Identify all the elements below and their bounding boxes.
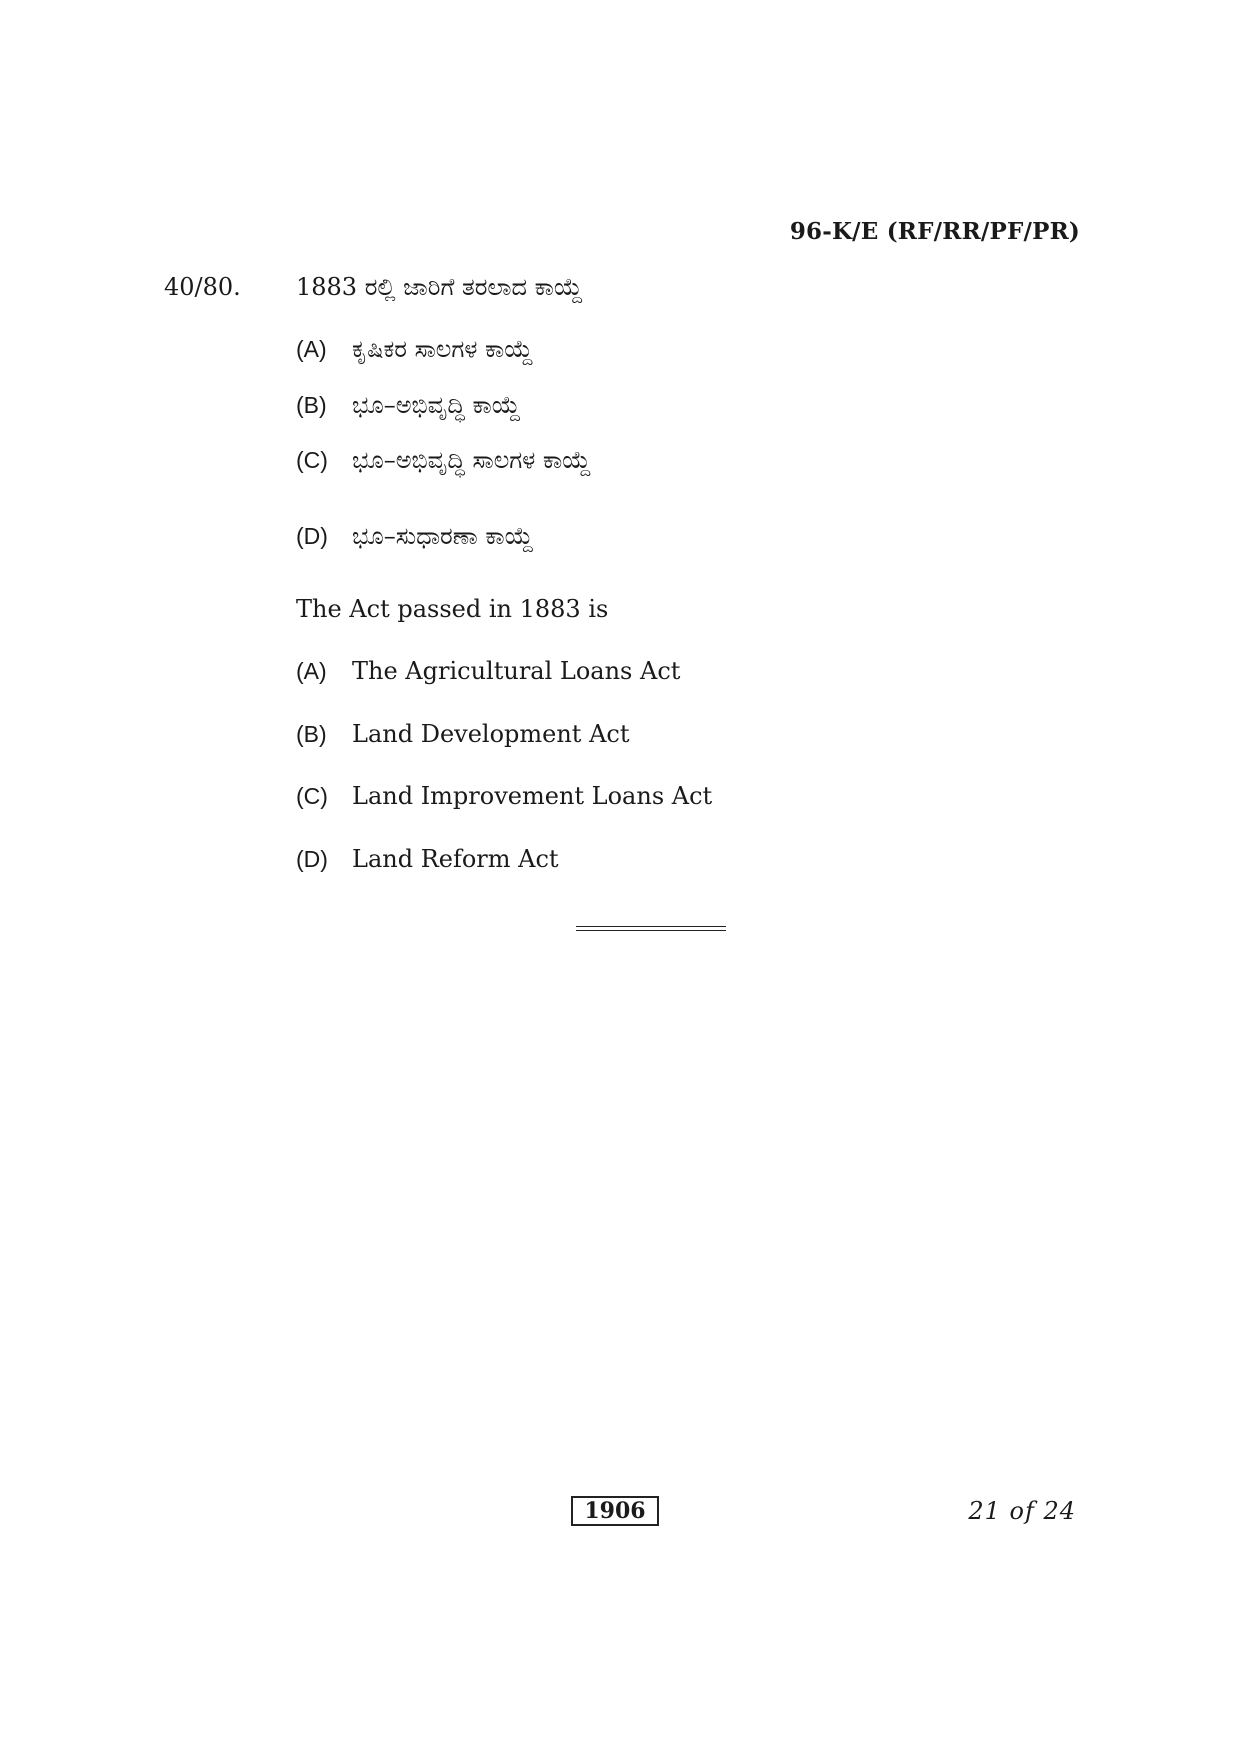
kannada-option-b <box>296 391 521 419</box>
option-label: (D) <box>296 846 328 872</box>
english-option-b <box>296 720 630 748</box>
option-label: (A) <box>296 658 327 684</box>
option-text: ಕೃಷಿಕರ ಸಾಲಗಳ ಕಾಯ್ದೆ <box>352 335 534 363</box>
question-stem-kannada: 1883 ರಲ್ಲಿ ಜಾರಿಗೆ ತರಲಾದ ಕಾಯ್ದೆ <box>296 273 583 301</box>
question-number: 40/80. <box>164 273 241 301</box>
page-number: 21 of 24 <box>968 1497 1076 1525</box>
option-label: (C) <box>296 783 328 809</box>
option-label: (C) <box>296 447 328 473</box>
end-of-question-rule <box>576 926 726 931</box>
english-option-a <box>296 657 680 685</box>
option-text: Land Improvement Loans Act <box>352 782 713 810</box>
option-text: Land Development Act <box>352 720 630 748</box>
option-text: Land Reform Act <box>352 845 559 873</box>
kannada-option-a <box>296 335 533 363</box>
kannada-option-d <box>296 522 534 550</box>
option-text: ಭೂ–ಸುಧಾರಣಾ ಕಾಯ್ದೆ <box>352 522 534 550</box>
option-label: (D) <box>296 523 328 549</box>
footer-code-box: 1906 <box>571 1496 659 1526</box>
kannada-option-c <box>296 446 591 474</box>
option-label: (B) <box>296 721 327 747</box>
option-text: ಭೂ–ಅಭಿವೃದ್ಧಿ ಕಾಯ್ದೆ <box>352 391 521 419</box>
english-option-c <box>296 782 712 810</box>
option-label: (A) <box>296 336 327 362</box>
english-option-d <box>296 845 559 873</box>
paper-code: 96-K/E (RF/RR/PF/PR) <box>789 218 1080 245</box>
option-label: (B) <box>296 392 327 418</box>
option-text: ಭೂ–ಅಭಿವೃದ್ಧಿ ಸಾಲಗಳ ಕಾಯ್ದೆ <box>352 446 592 474</box>
option-text: The Agricultural Loans Act <box>352 657 681 685</box>
question-stem-english: The Act passed in 1883 is <box>296 595 609 623</box>
